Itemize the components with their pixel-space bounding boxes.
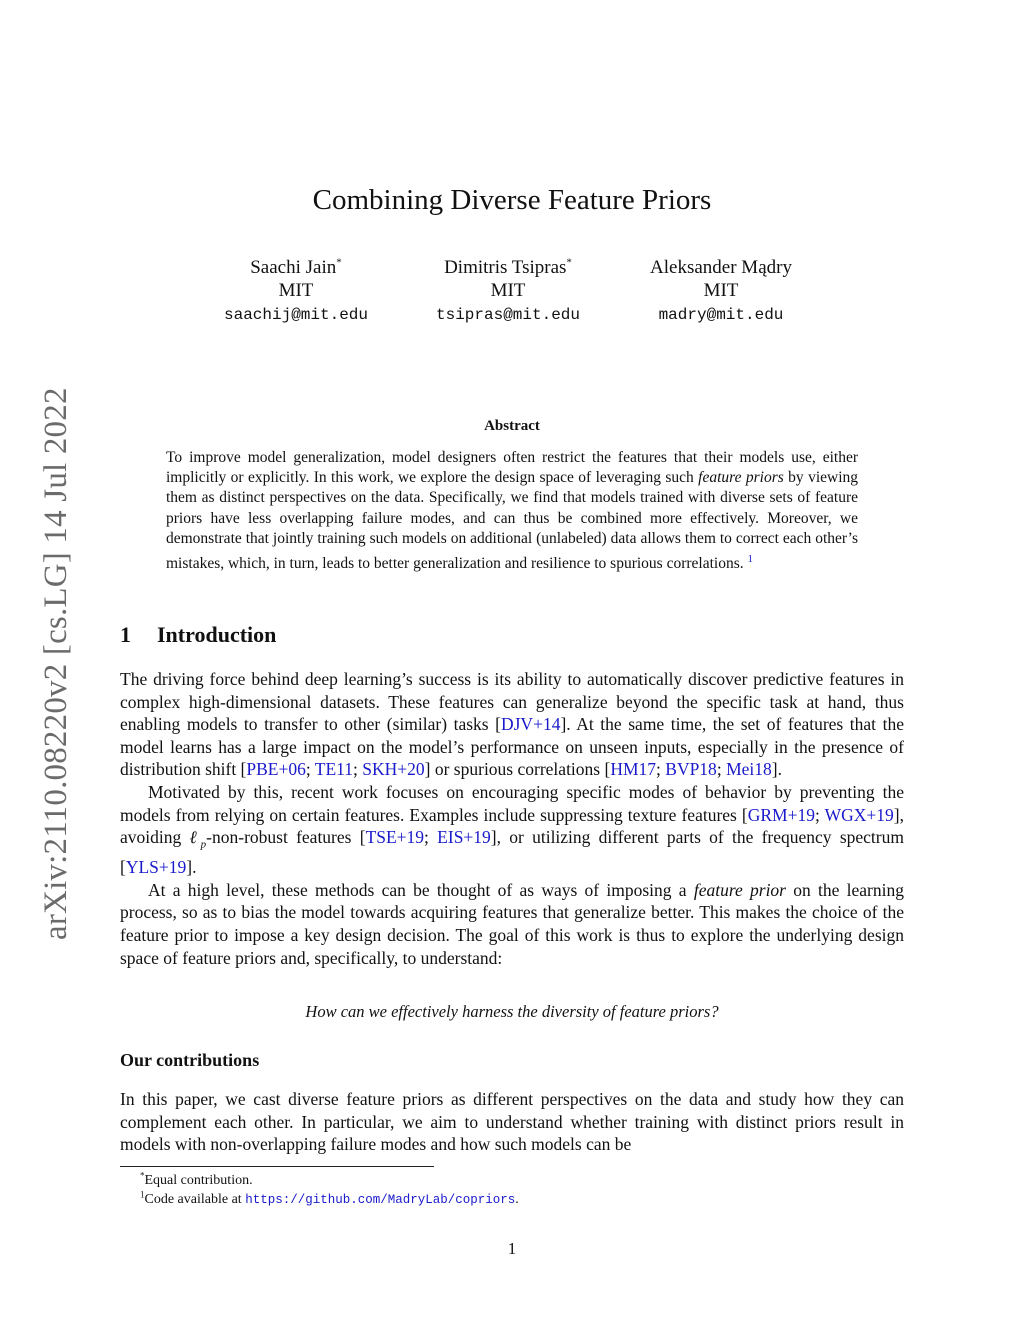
citation-link[interactable]: Mei18	[726, 759, 772, 780]
citation-link[interactable]: BVP18	[665, 759, 717, 780]
footnote: *Equal contribution.	[140, 1170, 253, 1188]
paragraph: In this paper, we cast diverse feature priors as different perspectives on the data and study how they can complement each other. In particular, we aim to understand whether training with distinct priors result in models with non-overlapping failure modes and how such models can be	[120, 1089, 904, 1155]
author-block	[398, 256, 618, 328]
footnote-divider	[120, 1166, 434, 1167]
citation-link[interactable]: TE11	[314, 759, 354, 780]
contributions-body	[120, 1088, 904, 1156]
author-affiliation: MIT	[703, 280, 739, 301]
paragraph: The driving force behind deep learning’s success is its ability to automatically discover predictive features in complex high-dimensional datasets. These features can generalize beyond the specific task at hand, thus enabling models to transfer to other (similar) tasks [DJV+14]. At the same time, the set of features that the model learns has a large impact on the model’s performance on unseen inputs, especially in the presence of distribution shift [PBE+06; TE11; SKH+20] or spurious correlations [HM17; BVP18; Mei18].	[120, 669, 904, 780]
citation-link[interactable]: YLS+19	[125, 857, 187, 878]
author-mark: *	[336, 256, 342, 269]
math-symbol: ℓ	[189, 827, 201, 848]
abstract-text: To improve model generalization, model designers often restrict the features that their models use, either implicitly or explicitly. In this work, we explore the design space of leveraging such feature priors by viewing them as distinct perspectives on the data. Specifically, we find that models trained with diverse sets of feature priors have less overlapping failure modes, and can thus be combined more effectively. Moreover, we demonstrate that jointly training such models on additional (unlabeled) data allows them to correct each other’s mistakes, which, in turn, leads to better generalization and resilience to spurious correlations. $^1$	[166, 449, 859, 573]
citation-link[interactable]: GRM+19	[747, 804, 815, 825]
author-email[interactable]: saachij@mit.edu	[223, 306, 369, 324]
author-name: Dimitris Tsipras	[444, 257, 567, 278]
footnote: $^1$Code available at https://github.com/MadryLab/copriors.	[140, 1189, 519, 1207]
section-title: Introduction	[157, 622, 277, 647]
author-email[interactable]: tsipras@mit.edu	[435, 306, 581, 324]
abstract-heading: Abstract	[484, 418, 540, 434]
citation-link[interactable]: EIS+19	[437, 827, 491, 848]
math-subscript: p	[200, 838, 207, 851]
arxiv-stamp: arXiv:2110.08220v2 [cs.LG] 14 Jul 2022	[38, 387, 74, 940]
emphasis: feature prior	[693, 879, 786, 900]
code-link[interactable]: https://github.com/MadryLab/copriors	[245, 1193, 516, 1207]
author-affiliation: MIT	[278, 280, 314, 301]
footnotes	[140, 1171, 900, 1210]
research-question: How can we effectively harness the diversity of feature priors?	[305, 1002, 719, 1021]
citation-link[interactable]: DJV+14	[500, 714, 561, 735]
page-number: 1	[507, 1239, 517, 1258]
paper-title: Combining Diverse Feature Priors	[312, 184, 712, 216]
footnote-link[interactable]: 1	[747, 553, 754, 566]
author-mark: *	[566, 256, 572, 269]
author-affiliation: MIT	[490, 280, 526, 301]
author-email[interactable]: madry@mit.edu	[658, 306, 784, 324]
author-name: Saachi Jain	[250, 257, 337, 278]
citation-link[interactable]: WGX+19	[824, 804, 894, 825]
paragraph: At a high level, these methods can be thought of as ways of imposing a feature prior on the learning process, so as to bias the model towards acquiring features that generalize better. This makes the choice of the feature prior to impose a key design decision. The goal of this work is thus to explore the underlying design space of feature priors and, specifically, to understand:	[120, 879, 904, 968]
citation-link[interactable]: PBE+06	[246, 759, 306, 780]
citation-link[interactable]: TSE+19	[365, 827, 425, 848]
author-block	[611, 256, 831, 328]
intro-body	[120, 668, 904, 969]
abstract-emphasis: feature priors	[698, 469, 784, 487]
section-number: 1	[120, 622, 131, 647]
author-name: Aleksander Mądry	[650, 257, 792, 278]
citation-link[interactable]: SKH+20	[362, 759, 425, 780]
author-block	[186, 256, 406, 328]
citation-link[interactable]: HM17	[610, 759, 657, 780]
section-heading	[120, 622, 276, 648]
paragraph: Motivated by this, recent work focuses on encouraging specific modes of behavior by preventing the models from relying on certain features. Examples include suppressing texture features [GRM+19; WGX+19], avoiding ℓ$_p$-non-robust features [TSE+19; EIS+19], or utilizing different parts of the frequency spectrum [YLS+19].	[120, 781, 904, 878]
subsection-heading: Our contributions	[120, 1050, 260, 1070]
